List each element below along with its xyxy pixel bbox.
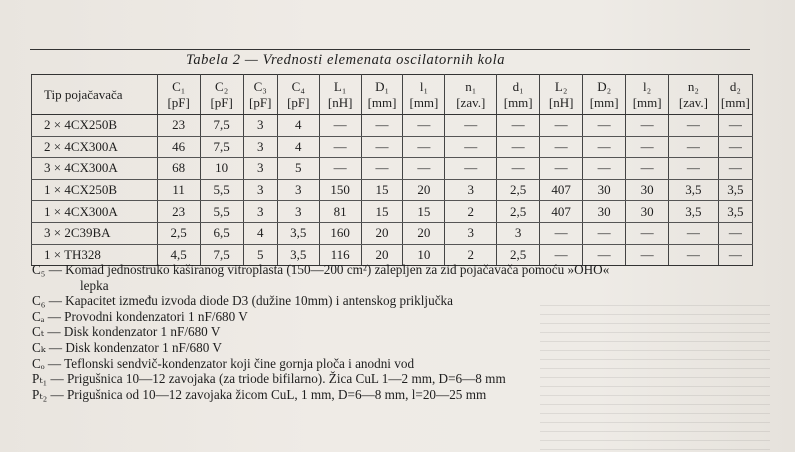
- column-header-unit: [mm]: [409, 94, 439, 110]
- value-cell: —: [669, 158, 719, 180]
- table-row: [32, 222, 753, 244]
- column-header-unit: [mm]: [632, 94, 662, 110]
- column-header-unit: [pF]: [167, 94, 190, 110]
- value-cell: —: [583, 158, 626, 180]
- value-cell: 3: [445, 179, 497, 201]
- table-row: [32, 136, 753, 158]
- table-row: [32, 179, 753, 201]
- value-cell: 46: [157, 136, 200, 158]
- column-header-name: C₂: [215, 78, 229, 94]
- value-cell: 30: [583, 179, 626, 201]
- value-cell: 2,5: [497, 244, 540, 266]
- column-header-name: l₁: [419, 78, 428, 94]
- amplifier-type-cell: 2 × 4CX300A: [32, 136, 158, 158]
- column-header: [277, 75, 319, 115]
- value-cell: 68: [157, 158, 200, 180]
- value-cell: —: [540, 115, 583, 137]
- value-cell: —: [540, 244, 583, 266]
- column-header-name: n₁: [465, 78, 477, 94]
- value-cell: 81: [319, 201, 361, 223]
- value-cell: —: [497, 136, 540, 158]
- amplifier-type-cell: 3 × 4CX300A: [32, 158, 158, 180]
- value-cell: 30: [626, 201, 669, 223]
- column-header: [497, 75, 540, 115]
- value-cell: —: [669, 136, 719, 158]
- column-header-name: d₁: [512, 78, 524, 94]
- column-header-unit: [mm]: [367, 94, 397, 110]
- value-cell: 3: [243, 179, 277, 201]
- table-caption: Tabela 2 — Vrednosti elemenata oscilatornih kola: [186, 52, 506, 68]
- value-cell: 20: [403, 179, 445, 201]
- value-cell: —: [669, 244, 719, 266]
- value-cell: —: [540, 158, 583, 180]
- column-header-name: D₁: [375, 78, 389, 94]
- value-cell: 23: [157, 115, 200, 137]
- value-cell: 2: [445, 201, 497, 223]
- value-cell: —: [403, 115, 445, 137]
- amplifier-type-cell: 2 × 4CX250B: [32, 115, 158, 137]
- value-cell: 2,5: [497, 179, 540, 201]
- value-cell: 4: [277, 136, 319, 158]
- value-cell: 5,5: [200, 201, 243, 223]
- column-header-name: C₄: [291, 78, 305, 94]
- value-cell: 407: [540, 201, 583, 223]
- value-cell: 20: [361, 222, 403, 244]
- column-header-unit: [pF]: [210, 94, 233, 110]
- column-header: [361, 75, 403, 115]
- value-cell: 3: [243, 201, 277, 223]
- value-cell: 2,5: [157, 222, 200, 244]
- value-cell: 2: [445, 244, 497, 266]
- value-cell: 7,5: [200, 136, 243, 158]
- value-cell: 23: [157, 201, 200, 223]
- column-header: [540, 75, 583, 115]
- column-header-name: C₃: [253, 78, 267, 94]
- value-cell: 3,5: [669, 201, 719, 223]
- value-cell: 15: [403, 201, 445, 223]
- value-cell: 3,5: [277, 222, 319, 244]
- value-cell: —: [626, 136, 669, 158]
- column-header: [626, 75, 669, 115]
- column-header: [243, 75, 277, 115]
- column-header-unit: [mm]: [503, 94, 533, 110]
- value-cell: 5,5: [200, 179, 243, 201]
- column-header-unit: [pF]: [287, 94, 310, 110]
- column-header: [718, 75, 752, 115]
- value-cell: —: [583, 136, 626, 158]
- value-cell: —: [445, 158, 497, 180]
- values-table: [31, 74, 753, 266]
- value-cell: 4,5: [157, 244, 200, 266]
- amplifier-type-cell: 3 × 2C39BA: [32, 222, 158, 244]
- value-cell: 5: [243, 244, 277, 266]
- column-header: [32, 75, 158, 115]
- value-cell: 116: [319, 244, 361, 266]
- value-cell: —: [718, 158, 752, 180]
- value-cell: —: [583, 115, 626, 137]
- value-cell: 2,5: [497, 201, 540, 223]
- value-cell: 3,5: [277, 244, 319, 266]
- table-row: [32, 201, 753, 223]
- note-continuation: lepka: [80, 277, 109, 293]
- value-cell: —: [718, 222, 752, 244]
- value-cell: 3,5: [669, 179, 719, 201]
- note-line: Cₒ — Teflonski sendvič-kondenzator koji čine gornja ploča i anodni vod: [32, 355, 415, 371]
- value-cell: 30: [583, 201, 626, 223]
- column-header-name: d₂: [729, 78, 741, 94]
- column-header-name: n₂: [687, 78, 699, 94]
- value-cell: —: [361, 115, 403, 137]
- value-cell: —: [669, 222, 719, 244]
- column-header-name: L₁: [333, 78, 347, 94]
- value-cell: —: [319, 115, 361, 137]
- value-cell: —: [445, 115, 497, 137]
- value-cell: 3: [243, 136, 277, 158]
- value-cell: 30: [626, 179, 669, 201]
- note-line: Pₜ₂ — Prigušnica od 10—12 zavojaka žicom CuL, 1 mm, D=6—8 mm, l=20—25 mm: [32, 386, 487, 402]
- amplifier-type-cell: 1 × 4CX300A: [32, 201, 158, 223]
- value-cell: 3,5: [718, 201, 752, 223]
- column-header-name: L₂: [554, 78, 568, 94]
- value-cell: 11: [157, 179, 200, 201]
- value-cell: —: [583, 244, 626, 266]
- value-cell: —: [583, 222, 626, 244]
- value-cell: —: [319, 158, 361, 180]
- column-header-name: Tip pojačavača: [44, 86, 123, 102]
- column-header: [157, 75, 200, 115]
- value-cell: 3: [243, 115, 277, 137]
- value-cell: —: [445, 136, 497, 158]
- column-header-unit: [pF]: [249, 94, 272, 110]
- table-row: [32, 115, 753, 137]
- value-cell: —: [403, 136, 445, 158]
- note-line: Cₖ — Disk kondenzator 1 nF/680 V: [32, 339, 222, 355]
- value-cell: 20: [403, 222, 445, 244]
- value-cell: 150: [319, 179, 361, 201]
- column-header-name: D₂: [597, 78, 612, 94]
- value-cell: 3: [277, 179, 319, 201]
- top-rule: [30, 49, 750, 50]
- value-cell: —: [669, 115, 719, 137]
- table-header-row: [32, 75, 753, 115]
- column-header-name: C₁: [172, 78, 186, 94]
- value-cell: —: [626, 222, 669, 244]
- value-cell: 7,5: [200, 115, 243, 137]
- value-cell: —: [626, 115, 669, 137]
- column-header-unit: [mm]: [589, 94, 619, 110]
- column-header-unit: [mm]: [720, 94, 750, 110]
- value-cell: 3: [277, 201, 319, 223]
- value-cell: —: [497, 158, 540, 180]
- notes-list: [32, 262, 772, 402]
- value-cell: —: [718, 136, 752, 158]
- value-cell: —: [540, 136, 583, 158]
- table-row: [32, 158, 753, 180]
- value-cell: 3,5: [718, 179, 752, 201]
- column-header: [200, 75, 243, 115]
- value-cell: —: [361, 158, 403, 180]
- value-cell: —: [361, 136, 403, 158]
- note-line: Cₜ — Disk kondenzator 1 nF/680 V: [32, 324, 221, 340]
- column-header-unit: [zav.]: [456, 94, 486, 110]
- note-line: C₆ — Kapacitet između izvoda diode D3 (dužine 10mm) i antenskog priključka: [32, 293, 453, 309]
- value-cell: 10: [200, 158, 243, 180]
- value-cell: 7,5: [200, 244, 243, 266]
- value-cell: 4: [243, 222, 277, 244]
- value-cell: 3: [243, 158, 277, 180]
- value-cell: 3: [445, 222, 497, 244]
- amplifier-type-cell: 1 × 4CX250B: [32, 179, 158, 201]
- value-cell: —: [626, 244, 669, 266]
- column-header-unit: [zav.]: [678, 94, 708, 110]
- value-cell: —: [497, 115, 540, 137]
- value-cell: —: [626, 158, 669, 180]
- note-line: Cₐ — Provodni kondenzatori 1 nF/680 V: [32, 308, 248, 324]
- column-header-name: l₂: [643, 78, 652, 94]
- value-cell: 5: [277, 158, 319, 180]
- value-cell: —: [319, 136, 361, 158]
- value-cell: 3: [497, 222, 540, 244]
- column-header-unit: [nH]: [327, 94, 353, 110]
- note-line: Pₜ₁ — Prigušnica 10—12 zavojaka (za triode bifilarno). Žica CuL 1—2 mm, D=6—8 mm: [32, 371, 506, 387]
- value-cell: —: [718, 244, 752, 266]
- value-cell: —: [718, 115, 752, 137]
- value-cell: 6,5: [200, 222, 243, 244]
- value-cell: 160: [319, 222, 361, 244]
- column-header: [669, 75, 719, 115]
- value-cell: 407: [540, 179, 583, 201]
- amplifier-type-cell: 1 × TH328: [32, 244, 158, 266]
- column-header: [319, 75, 361, 115]
- note-line: C₅ — Komad jednostruko kaširanog vitroplasta (150—200 cm²) zalepljen za zid pojačavača pomoću »OHO«: [32, 262, 610, 277]
- column-header: [445, 75, 497, 115]
- value-cell: 20: [361, 244, 403, 266]
- value-cell: 15: [361, 179, 403, 201]
- value-cell: —: [540, 222, 583, 244]
- value-cell: 4: [277, 115, 319, 137]
- table-body: [32, 115, 753, 266]
- value-cell: —: [403, 158, 445, 180]
- value-cell: 10: [403, 244, 445, 266]
- column-header: [583, 75, 626, 115]
- column-header-unit: [nH]: [548, 94, 574, 110]
- value-cell: 15: [361, 201, 403, 223]
- column-header: [403, 75, 445, 115]
